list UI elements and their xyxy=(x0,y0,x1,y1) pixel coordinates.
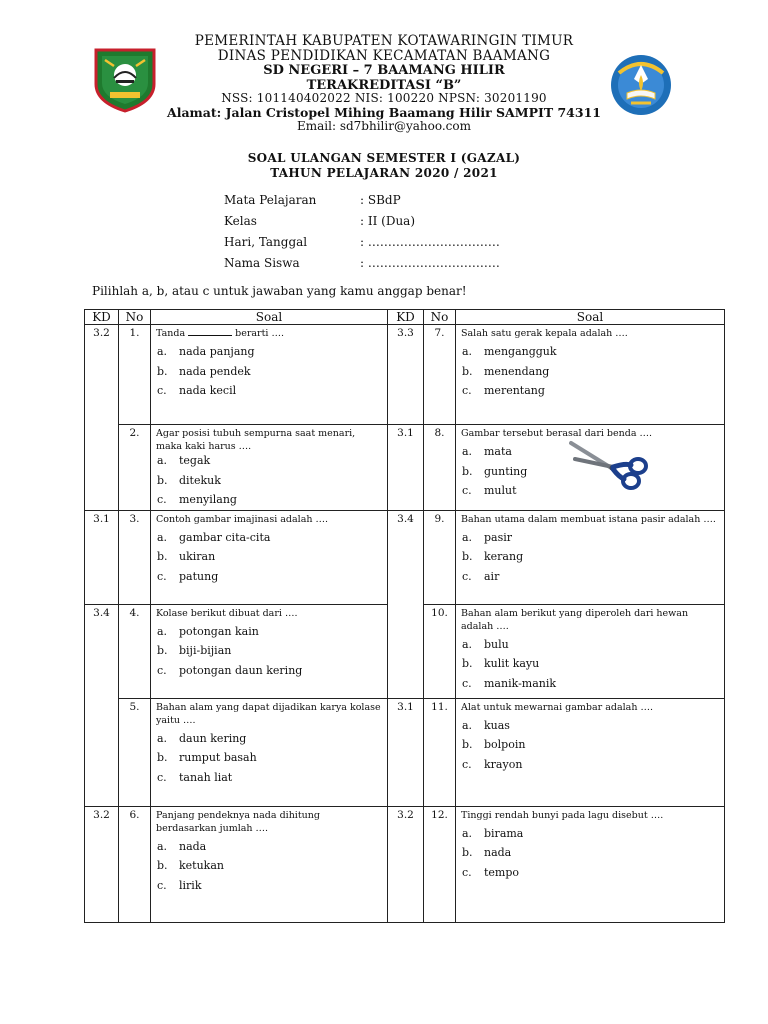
question-number: 7. xyxy=(424,325,456,425)
question-number: 2. xyxy=(119,425,151,511)
question-number: 6. xyxy=(119,806,151,922)
header-government: PEMERINTAH KABUPATEN KOTAWARINGIN TIMUR xyxy=(194,33,574,49)
kd-cell: 3.1 xyxy=(388,698,424,806)
option[interactable]: b. ukiran xyxy=(157,550,216,563)
exam-year: TAHUN PELAJARAN 2020 / 2021 xyxy=(270,166,498,180)
header-school-ids: NSS: 101140402022 NIS: 100220 NPSN: 30201190 xyxy=(221,91,547,105)
kd-cell: 3.2 xyxy=(85,325,119,511)
option[interactable]: b. nada pendek xyxy=(157,364,251,378)
info-value-date: : …………………………… xyxy=(360,235,500,249)
answer-blank xyxy=(188,327,232,336)
option[interactable]: a. potongan kain xyxy=(157,624,259,638)
header-school-name: SD NEGERI – 7 BAAMANG HILIR xyxy=(263,63,505,78)
question-6 xyxy=(151,806,388,922)
question-number: 11. xyxy=(424,698,456,806)
question-7 xyxy=(456,325,725,425)
question-number: 9. xyxy=(424,510,456,604)
question-number: 10. xyxy=(424,604,456,698)
table-row xyxy=(85,425,725,511)
info-label-name: Nama Siswa xyxy=(224,256,300,270)
option[interactable]: b. kulit kayu xyxy=(462,657,540,670)
option[interactable]: a. tegak xyxy=(157,454,211,467)
question-text: Bahan alam berikut yang diperoleh dari hewan adalah …. xyxy=(461,607,689,632)
question-text: Contoh gambar imajinasi adalah …. xyxy=(156,513,329,525)
question-3 xyxy=(151,510,388,604)
scissors-icon xyxy=(569,439,649,491)
header-soal: Soal xyxy=(456,310,725,325)
header-kd: KD xyxy=(388,310,424,325)
question-12 xyxy=(456,806,725,922)
question-2 xyxy=(151,425,388,511)
option[interactable]: b. bolpoin xyxy=(462,738,526,751)
question-10 xyxy=(456,604,725,698)
kd-cell: 3.2 xyxy=(388,806,424,922)
question-11 xyxy=(456,698,725,806)
table-header-row xyxy=(85,310,725,325)
question-text-before: Tanda xyxy=(156,328,186,339)
table-row xyxy=(85,510,725,604)
question-number: 12. xyxy=(424,806,456,922)
question-number: 3. xyxy=(119,510,151,604)
header-kd: KD xyxy=(85,310,119,325)
question-5 xyxy=(151,698,388,806)
question-4 xyxy=(151,604,388,698)
question-number: 8. xyxy=(424,425,456,511)
option[interactable]: c. menyilang xyxy=(157,493,237,506)
option[interactable]: c. tanah liat xyxy=(157,770,233,784)
option[interactable]: c. tempo xyxy=(462,865,520,879)
kd-cell: 3.4 xyxy=(85,604,119,806)
question-number: 4. xyxy=(119,604,151,698)
option[interactable]: a. daun kering xyxy=(157,731,247,745)
option[interactable]: a. nada panjang xyxy=(157,345,255,358)
question-text-after: berarti …. xyxy=(235,328,284,339)
option[interactable]: c. manik-manik xyxy=(462,676,557,690)
header-no: No xyxy=(119,310,151,325)
table-row xyxy=(85,698,725,806)
question-text: Bahan utama dalam membuat istana pasir adalah …. xyxy=(461,513,716,525)
instruction-text: Pilihlah a, b, atau c untuk jawaban yang kamu anggap benar! xyxy=(92,284,467,298)
option[interactable]: a. mata xyxy=(462,445,512,458)
question-text: Alat untuk mewarnai gambar adalah …. xyxy=(461,701,653,713)
table-row xyxy=(85,325,725,425)
question-number: 1. xyxy=(119,325,151,425)
option[interactable]: b. ditekuk xyxy=(157,473,221,487)
header-soal: Soal xyxy=(151,310,388,325)
info-label-date: Hari, Tanggal xyxy=(224,235,308,249)
option[interactable]: b. gunting xyxy=(462,464,528,478)
kd-cell: 3.1 xyxy=(388,425,424,511)
question-text: Bahan alam yang dapat dijadikan karya kolase yaitu …. xyxy=(156,701,381,726)
question-text: Tinggi rendah bunyi pada lagu disebut …. xyxy=(461,809,664,821)
info-value-subject: : SBdP xyxy=(360,193,401,207)
info-label-subject: Mata Pelajaran xyxy=(224,193,317,207)
option[interactable]: a. nada xyxy=(157,839,207,853)
header-accreditation: TERAKREDITASI “B” xyxy=(306,78,462,93)
kd-cell: 3.4 xyxy=(388,510,424,698)
option[interactable]: b. nada xyxy=(462,846,512,859)
option[interactable]: a. pasir xyxy=(462,530,513,544)
header-no: No xyxy=(424,310,456,325)
question-text: Salah satu gerak kepala adalah …. xyxy=(461,328,628,339)
option[interactable]: c. nada kecil xyxy=(157,384,237,397)
question-8 xyxy=(456,425,725,511)
option[interactable]: a. birama xyxy=(462,826,524,840)
option[interactable]: c. lirik xyxy=(157,878,202,892)
kd-cell: 3.2 xyxy=(85,806,119,922)
kd-cell: 3.3 xyxy=(388,325,424,425)
question-9 xyxy=(456,510,725,604)
question-text xyxy=(156,327,383,340)
question-1 xyxy=(151,325,388,425)
question-text: Panjang pendeknya nada dihitung berdasarkan jumlah …. xyxy=(156,809,320,834)
option[interactable]: c. air xyxy=(462,569,500,583)
option[interactable]: a. gambar cita-cita xyxy=(157,530,271,544)
table-row xyxy=(85,806,725,922)
option[interactable]: c. patung xyxy=(157,569,219,583)
option[interactable]: b. menendang xyxy=(462,364,550,378)
question-text: Kolase berikut dibuat dari …. xyxy=(156,607,298,619)
info-value-name: : …………………………… xyxy=(360,256,500,270)
header-email: Email: sd7bhilir@yahoo.com xyxy=(297,119,471,133)
question-text: Gambar tersebut berasal dari benda …. xyxy=(461,428,653,439)
option[interactable]: b. ketukan xyxy=(157,859,224,872)
option[interactable]: c. merentang xyxy=(462,384,545,397)
option[interactable]: a. kuas xyxy=(462,718,510,732)
option[interactable]: b. kerang xyxy=(462,550,524,563)
question-table xyxy=(84,309,725,923)
option[interactable]: c. mulut xyxy=(462,484,517,497)
info-label-class: Kelas xyxy=(224,214,257,228)
exam-title: SOAL ULANGAN SEMESTER I (GAZAL) xyxy=(247,151,521,165)
question-text: Agar posisi tubuh sempurna saat menari, maka kaki harus …. xyxy=(156,428,356,452)
question-number: 5. xyxy=(119,698,151,806)
option[interactable]: b. biji-bijian xyxy=(157,644,232,657)
kd-cell: 3.1 xyxy=(85,510,119,604)
option[interactable]: c. potongan daun kering xyxy=(157,663,303,677)
option[interactable]: b. rumput basah xyxy=(157,751,257,764)
header-department: DINAS PENDIDIKAN KECAMATAN BAAMANG xyxy=(217,48,551,64)
info-value-class: : II (Dua) xyxy=(360,214,416,228)
option[interactable]: c. krayon xyxy=(462,757,523,771)
option[interactable]: a. mengangguk xyxy=(462,345,557,358)
option[interactable]: a. bulu xyxy=(462,637,509,651)
header-address: Alamat: Jalan Cristopel Mihing Baamang Hilir SAMPIT 74311 xyxy=(167,105,601,120)
